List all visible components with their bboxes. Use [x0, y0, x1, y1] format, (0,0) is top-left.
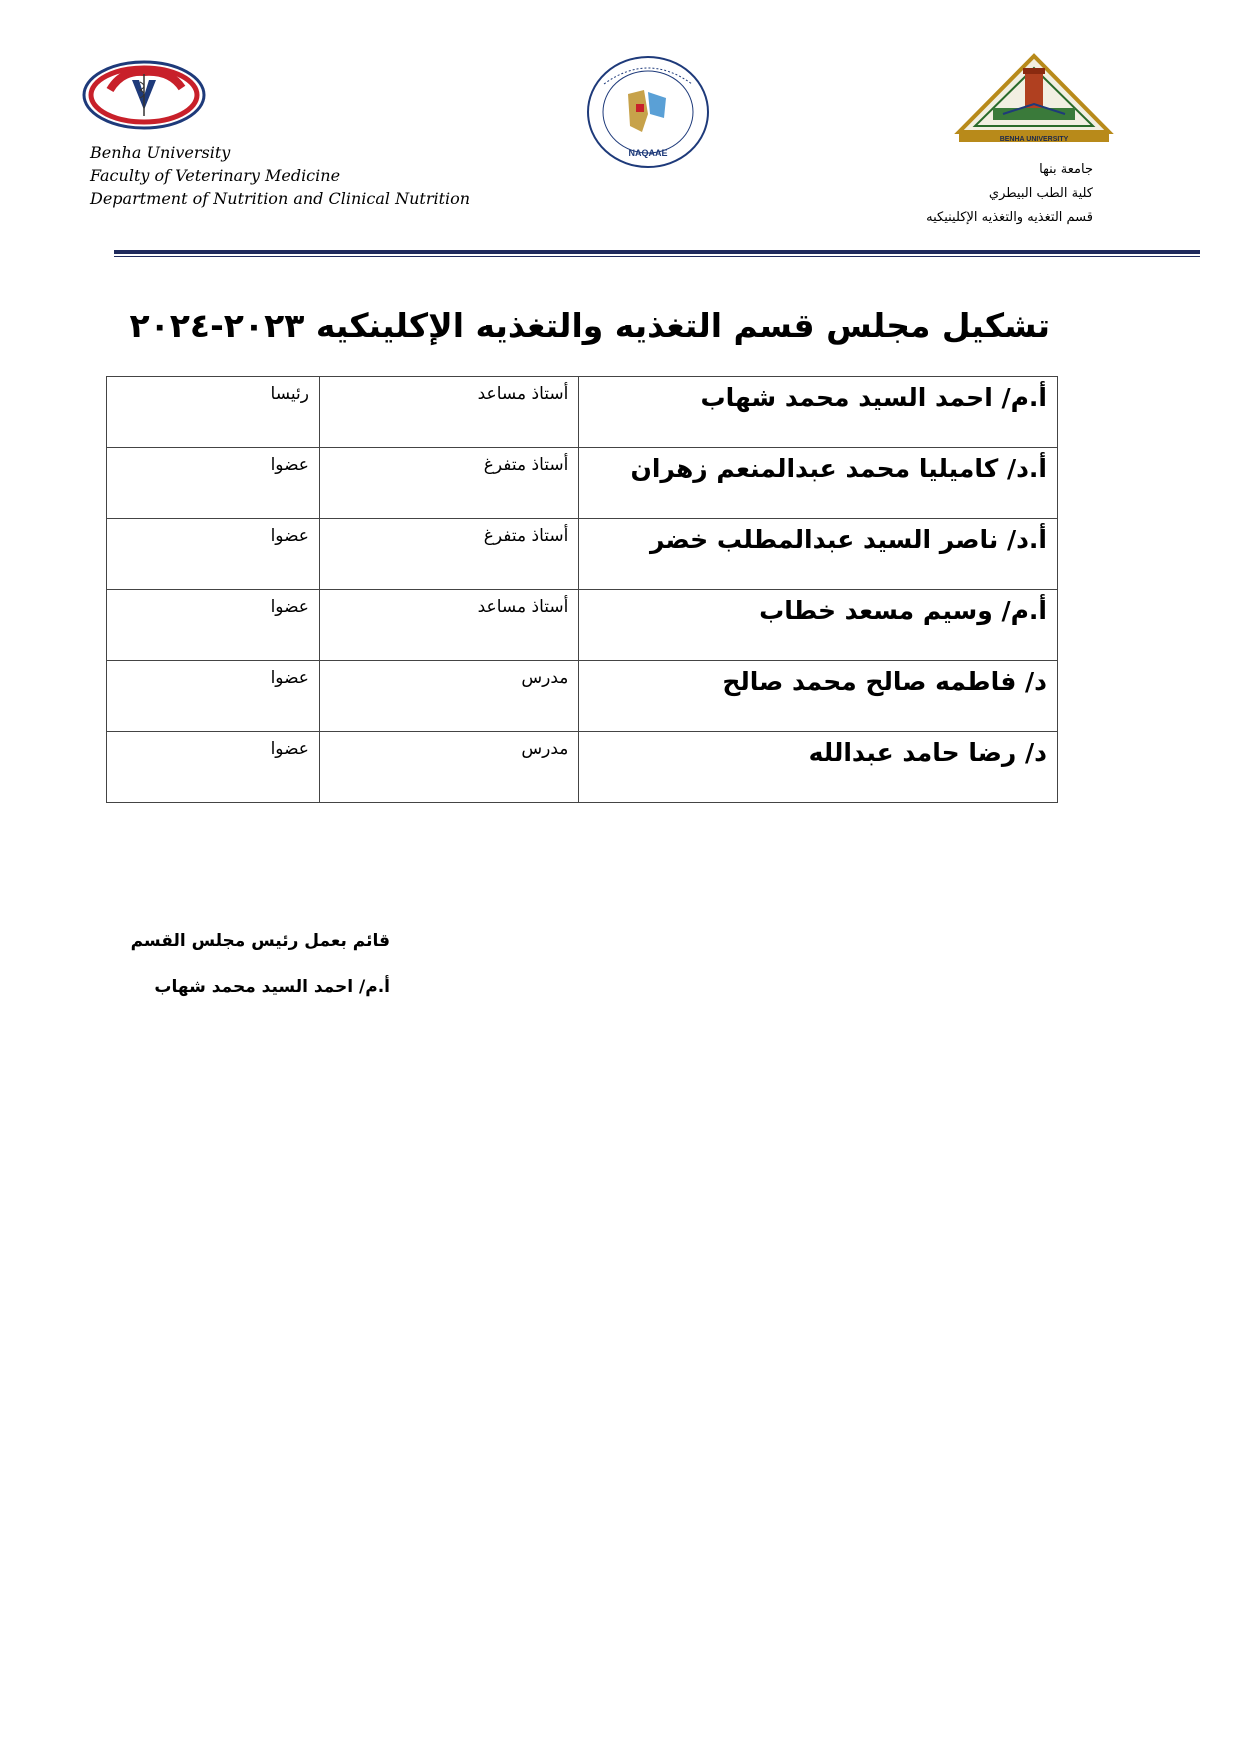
member-name: أ.د/ ناصر السيد عبدالمطلب خضر	[579, 519, 1058, 590]
member-name: أ.م/ وسيم مسعد خطاب	[579, 590, 1058, 661]
member-rank: أستاذ مساعد	[319, 590, 578, 661]
header-divider-thin	[114, 256, 1200, 257]
arabic-header	[926, 158, 1093, 230]
table-row	[107, 519, 1058, 590]
member-rank: مدرس	[319, 661, 578, 732]
english-university: Benha University	[90, 143, 231, 162]
member-rank: مدرس	[319, 732, 578, 803]
english-header	[90, 141, 470, 210]
member-role: عضوا	[107, 448, 320, 519]
member-role: عضوا	[107, 661, 320, 732]
member-name: أ.م/ احمد السيد محمد شهاب	[579, 377, 1058, 448]
benha-university-logo	[953, 52, 1115, 146]
table-row	[107, 661, 1058, 732]
english-faculty: Faculty of Veterinary Medicine	[90, 166, 341, 185]
table-row	[107, 732, 1058, 803]
arabic-faculty: كلية الطب البيطري	[988, 186, 1093, 201]
benha-logo-text: BENHA UNIVERSITY	[999, 136, 1069, 143]
naqaae-logo	[584, 54, 712, 170]
header-divider	[114, 250, 1200, 254]
english-department: Department of Nutrition and Clinical Nutrition	[90, 189, 471, 208]
member-rank: أستاذ متفرغ	[319, 448, 578, 519]
arabic-university: جامعة بنها	[1039, 162, 1093, 177]
naqaae-logo-text: NAQAAE	[628, 148, 668, 158]
page-title: تشكيل مجلس قسم التغذيه والتغذيه الإكلينكيه ٢٠٢٣-٢٠٢٤	[129, 306, 1050, 345]
table-row	[107, 590, 1058, 661]
signature-block	[100, 918, 390, 1010]
table-row	[107, 377, 1058, 448]
member-rank: أستاذ مساعد	[319, 377, 578, 448]
member-role: عضوا	[107, 519, 320, 590]
member-rank: أستاذ متفرغ	[319, 519, 578, 590]
member-role: عضوا	[107, 590, 320, 661]
signature-name: أ.م/ احمد السيد محمد شهاب	[154, 977, 390, 997]
arabic-department: قسم التغذيه والتغذيه الإكلينيكيه	[926, 210, 1093, 225]
member-name: أ.د/ كاميليا محمد عبدالمنعم زهران	[579, 448, 1058, 519]
table-row	[107, 448, 1058, 519]
member-name: د/ فاطمه صالح محمد صالح	[579, 661, 1058, 732]
signature-position: قائم بعمل رئيس مجلس القسم	[130, 931, 390, 951]
council-members-table	[106, 376, 1058, 803]
member-name: د/ رضا حامد عبدالله	[579, 732, 1058, 803]
faculty-logo	[82, 60, 206, 130]
member-role: رئيسا	[107, 377, 320, 448]
member-role: عضوا	[107, 732, 320, 803]
